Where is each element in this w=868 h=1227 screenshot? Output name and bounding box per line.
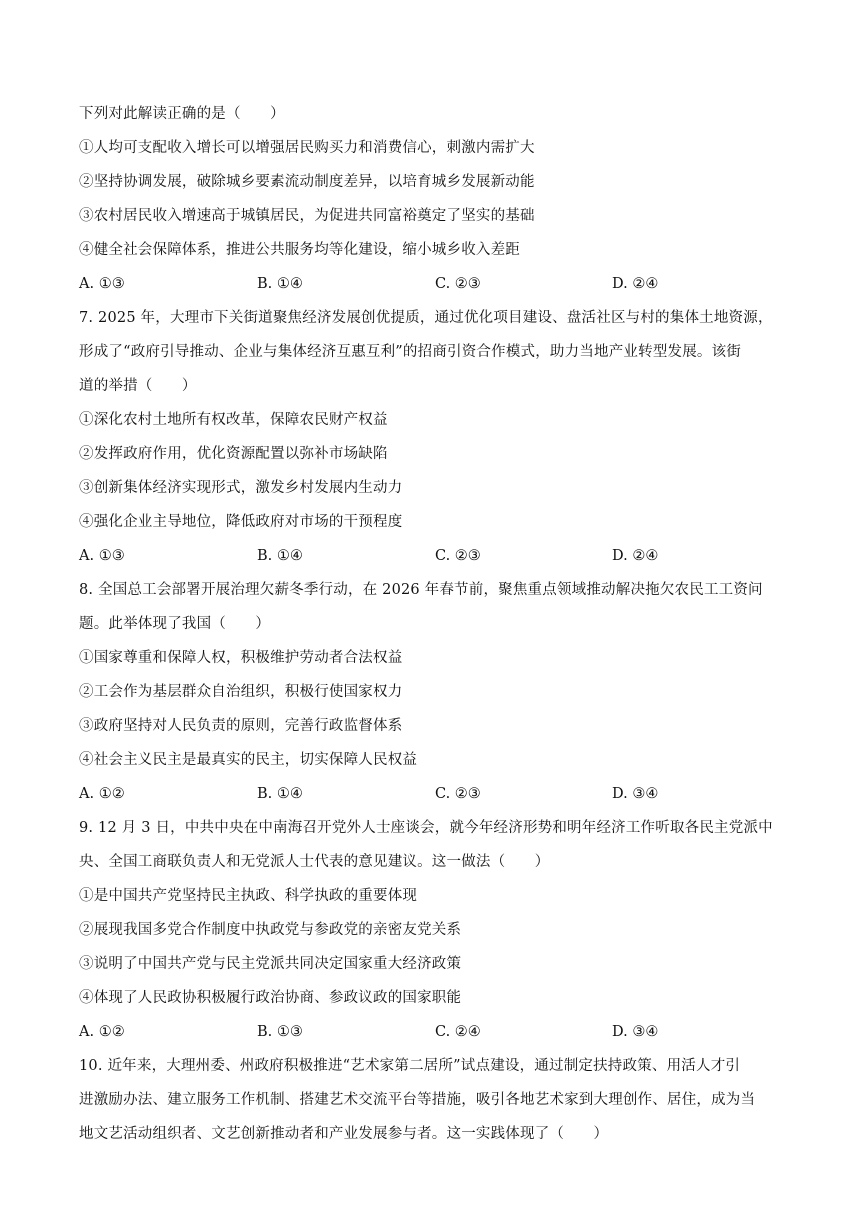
q10-stem-line-3: 地文艺活动组织者、文艺创新推动者和产业发展参与者。这一实践体现了（ ）: [79, 1126, 609, 1142]
q9-item-1: ①是中国共产党坚持民主执政、科学执政的重要体现: [79, 888, 418, 904]
q8-stem-line-1: 8. 全国总工会部署开展治理欠薪冬季行动，在 2026 年春节前，聚焦重点领域推动解决拖欠农民工工资问: [79, 582, 763, 598]
q6-option-a[interactable]: A. ①③: [79, 276, 125, 292]
q7-stem-line-3: 道的举措（ ）: [79, 378, 197, 394]
q6-option-d[interactable]: D. ②④: [612, 276, 659, 292]
q9-option-a[interactable]: A. ①②: [79, 1024, 125, 1040]
q6-option-b[interactable]: B. ①④: [257, 276, 303, 292]
q6-item-4: ④健全社会保障体系，推进公共服务均等化建设，缩小城乡收入差距: [79, 242, 520, 258]
q9-options: [79, 1022, 794, 1042]
q7-option-a[interactable]: A. ①③: [79, 548, 125, 564]
q8-item-3: ③政府坚持对人民负责的原则，完善行政监督体系: [79, 718, 403, 734]
q7-stem-line-2: 形成了“政府引导推动、企业与集体经济互惠互利”的招商引资合作模式，助力当地产业转型发展。该街: [79, 344, 742, 360]
q6-item-2: ②坚持协调发展，破除城乡要素流动制度差异，以培育城乡发展新动能: [79, 174, 535, 190]
q9-option-d[interactable]: D. ③④: [612, 1024, 659, 1040]
q6-stem: 下列对此解读正确的是（ ）: [79, 106, 285, 122]
q9-item-4: ④体现了人民政协积极履行政治协商、参政议政的国家职能: [79, 990, 462, 1006]
q9-option-c[interactable]: C. ②④: [435, 1024, 481, 1040]
q7-option-c[interactable]: C. ②③: [435, 548, 481, 564]
q8-option-a[interactable]: A. ①②: [79, 786, 125, 802]
q9-item-3: ③说明了中国共产党与民主党派共同决定国家重大经济政策: [79, 956, 462, 972]
q9-stem-line-2: 央、全国工商联负责人和无党派人士代表的意见建议。这一做法（ ）: [79, 854, 550, 870]
q8-option-d[interactable]: D. ③④: [612, 786, 659, 802]
q7-item-4: ④强化企业主导地位，降低政府对市场的干预程度: [79, 514, 403, 530]
q8-option-b[interactable]: B. ①④: [257, 786, 303, 802]
q10-stem-line-1: 10. 近年来，大理州委、州政府积极推进“艺术家第二居所”试点建设，通过制定扶持政策、用活人才引: [79, 1058, 741, 1074]
q7-stem-line-1: 7. 2025 年，大理市下关街道聚焦经济发展创优提质，通过优化项目建设、盘活社区与村的集体土地资源，: [79, 310, 773, 326]
q8-item-2: ②工会作为基层群众自治组织，积极行使国家权力: [79, 684, 403, 700]
q6-option-c[interactable]: C. ②③: [435, 276, 481, 292]
q10-stem-line-2: 进激励办法、建立服务工作机制、搭建艺术交流平台等措施，吸引各地艺术家到大理创作、居住，成为当: [79, 1092, 756, 1108]
q8-options: [79, 784, 794, 804]
q6-options: [79, 274, 794, 294]
q8-item-4: ④社会主义民主是最真实的民主，切实保障人民权益: [79, 752, 418, 768]
q9-stem-line-1: 9. 12 月 3 日，中共中央在中南海召开党外人士座谈会，就今年经济形势和明年经济工作听取各民主党派中: [79, 820, 773, 836]
q8-item-1: ①国家尊重和保障人权，积极维护劳动者合法权益: [79, 650, 403, 666]
q7-option-b[interactable]: B. ①④: [257, 548, 303, 564]
q7-options: [79, 546, 794, 566]
q7-item-3: ③创新集体经济实现形式，激发乡村发展内生动力: [79, 480, 403, 496]
q6-item-1: ①人均可支配收入增长可以增强居民购买力和消费信心，刺激内需扩大: [79, 140, 535, 156]
q8-option-c[interactable]: C. ②③: [435, 786, 481, 802]
q7-item-1: ①深化农村土地所有权改革，保障农民财产权益: [79, 412, 388, 428]
q8-stem-line-2: 题。此举体现了我国（ ）: [79, 616, 271, 632]
q6-item-3: ③农村居民收入增速高于城镇居民，为促进共同富裕奠定了坚实的基础: [79, 208, 535, 224]
q9-option-b[interactable]: B. ①③: [257, 1024, 303, 1040]
q7-option-d[interactable]: D. ②④: [612, 548, 659, 564]
q9-item-2: ②展现我国多党合作制度中执政党与参政党的亲密友党关系: [79, 922, 462, 938]
q7-item-2: ②发挥政府作用，优化资源配置以弥补市场缺陷: [79, 446, 388, 462]
